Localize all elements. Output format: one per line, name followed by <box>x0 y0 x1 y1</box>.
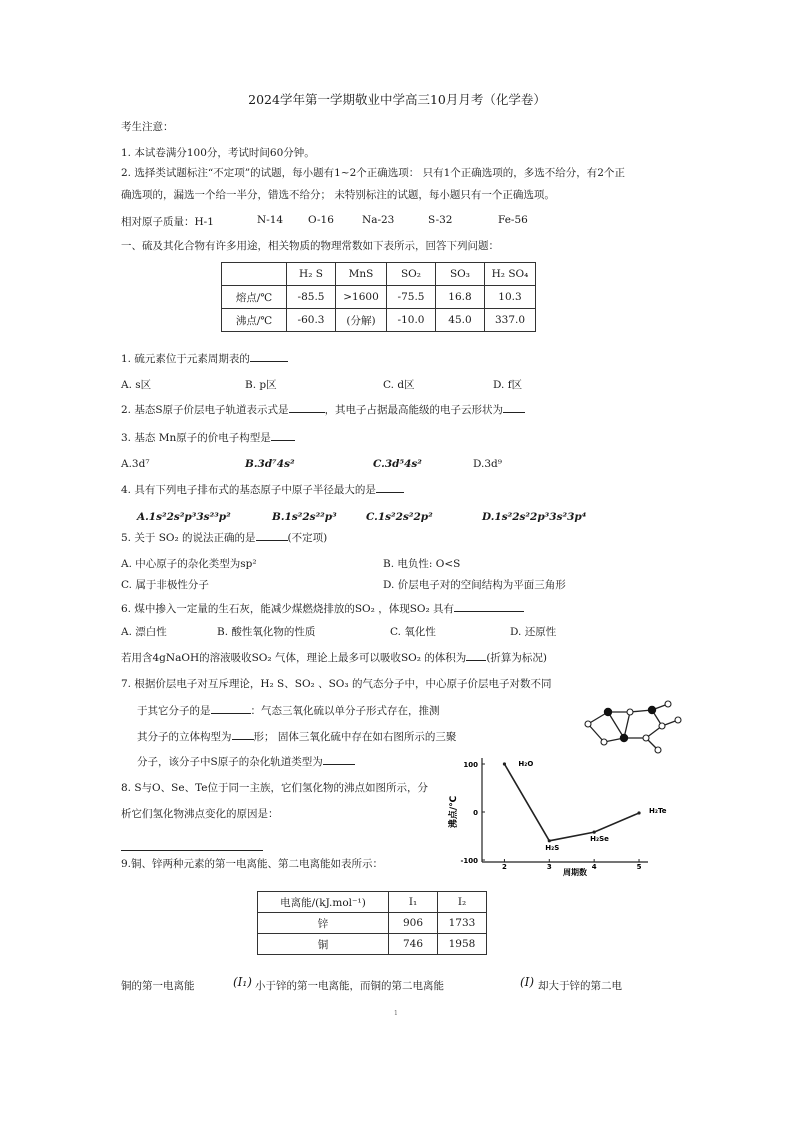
data-point <box>503 762 506 765</box>
q7-line2: 于其它分子的是 ：气态三氧化硫以单分子形式存在，推测 <box>137 705 440 717</box>
table-cell: -60.3 <box>287 309 336 332</box>
section1-heading: 一、硫及其化合物有许多用途，相关物质的物理常数如下表所示，回答下列问题： <box>121 240 499 252</box>
table-cell: 熔点/℃ <box>222 286 287 309</box>
q1-option-c: C. d区 <box>383 379 415 391</box>
table-row <box>258 913 487 934</box>
table-cell: SO₃ <box>436 263 485 286</box>
sulfur-atom <box>620 734 628 742</box>
boiling-point-chart <box>440 752 667 877</box>
notice-line2a: 2. 选择类试题标注“不定项”的试题，每小题有1~2个正确选项： 只有1个正确选项的，多选不给分，有2个正 <box>121 167 625 179</box>
q3-option-b: B.3d⁷4s² <box>245 458 295 470</box>
table-cell: MnS <box>336 263 387 286</box>
table-row <box>222 286 536 309</box>
table-cell: 746 <box>389 934 438 955</box>
atomic-mass-s: S-32 <box>428 214 453 226</box>
atomic-mass-n: N-14 <box>257 214 284 226</box>
table-cell: SO₂ <box>387 263 436 286</box>
data-point <box>637 811 640 814</box>
bottom-text-a: 铜的第一电离能 <box>121 980 195 992</box>
bottom-i1: (I₁) <box>233 975 252 989</box>
answer-blank[interactable] <box>232 729 254 740</box>
table-cell: -75.5 <box>387 286 436 309</box>
answer-blank[interactable] <box>323 754 355 765</box>
so3-trimer-figure <box>578 700 690 758</box>
q9-stem: 9.铜、锌两种元素的第一电离能、第二电离能如表所示： <box>121 858 384 870</box>
table-cell: H₂ SO₄ <box>485 263 536 286</box>
table-cell: I₂ <box>438 892 487 913</box>
table-cell: 45.0 <box>436 309 485 332</box>
q7-line3: 其分子的立体构型为 形； 固体三氧化硫中存在如右图所示的三聚 <box>137 731 457 743</box>
answer-blank[interactable] <box>271 430 295 441</box>
ionization-energy-table <box>257 891 487 955</box>
table-header-row <box>222 263 536 286</box>
table-cell: (分解) <box>336 309 387 332</box>
answer-blank[interactable] <box>121 840 263 851</box>
q6-option-c: C. 氧化性 <box>390 626 436 638</box>
q5-option-a: A. 中心原子的杂化类型为sp² <box>121 558 257 570</box>
oxygen-atom <box>627 709 633 715</box>
y-axis-label: 沸点/℃ <box>449 795 459 829</box>
q6-option-d: D. 还原性 <box>510 626 557 638</box>
table-cell: 337.0 <box>485 309 536 332</box>
data-point <box>548 839 551 842</box>
table-cell: 铜 <box>258 934 389 955</box>
series-line <box>504 764 639 844</box>
table-cell: 沸点/℃ <box>222 309 287 332</box>
q7-line4: 分子，该分子中S原子的杂化轨道类型为 <box>137 754 355 769</box>
table-cell: I₁ <box>389 892 438 913</box>
table-cell: H₂ S <box>287 263 336 286</box>
q3-option-a: A.3d⁷ <box>121 458 150 470</box>
q6-stem: 6. 煤中掺入一定量的生石灰，能减少煤燃烧排放的SO₂ ，体现SO₂ 具有 <box>121 601 524 616</box>
answer-blank[interactable] <box>250 351 288 362</box>
atomic-mass-fe: Fe-56 <box>498 214 528 226</box>
table-cell: -85.5 <box>287 286 336 309</box>
data-point-label: H₂Te <box>649 806 667 815</box>
q6-option-a: A. 漂白性 <box>121 626 167 638</box>
sulfur-atom <box>604 708 612 716</box>
table-cell: 10.3 <box>485 286 536 309</box>
bottom-text-b: 小于锌的第一电离能，而铜的第二电离能 <box>255 980 444 992</box>
answer-blank[interactable] <box>466 650 486 661</box>
table-cell <box>222 263 287 286</box>
notice-heading: 考生注意： <box>121 121 174 133</box>
q5-option-d: D. 价层电子对的空间结构为平面三角形 <box>383 579 566 591</box>
q1-option-a: A. s区 <box>121 379 152 391</box>
q4-stem: 4. 具有下列电子排布式的基态原子中原子半径最大的是 <box>121 482 404 497</box>
answer-blank[interactable] <box>256 530 288 541</box>
q8-line2: 析它们氢化物沸点变化的原因是： <box>121 808 279 820</box>
atomic-mass-o: O-16 <box>308 214 334 226</box>
bottom-i2: (I) <box>520 975 535 989</box>
q1-option-b: B. p区 <box>245 379 277 391</box>
q7-line1: 7. 根据价层电子对互斥理论，H₂ S、SO₂ 、SO₃ 的气态分子中，中心原子价层电子对数不同 <box>121 678 552 690</box>
q1-option-d: D. f区 <box>493 379 523 391</box>
q4-option-c: C.1s²2s²2p² <box>366 511 433 523</box>
table-cell: 锌 <box>258 913 389 934</box>
y-tick-label: 100 <box>463 761 478 769</box>
answer-blank[interactable] <box>376 482 404 493</box>
table-cell: 电离能/(kJ.mol⁻¹) <box>258 892 389 913</box>
properties-table <box>221 262 536 332</box>
q3-option-d: D.3d⁹ <box>473 458 502 470</box>
oxygen-atom <box>659 723 665 729</box>
table-cell: >1600 <box>336 286 387 309</box>
oxygen-atom <box>585 721 591 727</box>
data-point <box>593 831 596 834</box>
y-tick-label: 0 <box>473 809 478 817</box>
atomic-mass-na: Na-23 <box>362 214 395 226</box>
q5-option-c: C. 属于非极性分子 <box>121 579 209 591</box>
answer-blank[interactable] <box>454 601 524 612</box>
q5-stem: 5. 关于 SO₂ 的说法正确的是 (不定项) <box>121 532 328 544</box>
x-tick-label: 2 <box>501 863 507 871</box>
q3-stem: 3. 基态 Mn原子的价电子构型是 <box>121 430 295 445</box>
q5-option-b: B. 电负性: O<S <box>383 558 461 570</box>
oxygen-atom <box>643 735 649 741</box>
q2-stem: 2. 基态S原子价层电子轨道表示式是 ，其电子占据最高能级的电子云形状为 <box>121 402 525 417</box>
table-row <box>222 309 536 332</box>
x-axis-label: 周期数 <box>563 868 587 877</box>
data-point-label: H₂S <box>545 843 560 852</box>
q4-option-a: A.1s²2s²p³3s²³p² <box>137 511 231 523</box>
table-row <box>258 934 487 955</box>
oxygen-atom <box>601 739 607 745</box>
notice-line2b: 确选项的，漏选一个给一半分，错选不给分； 未特别标注的试题，每小题只有一个正确选项。 <box>121 189 555 201</box>
table-cell: 906 <box>389 913 438 934</box>
answer-blank[interactable] <box>211 703 251 714</box>
answer-blank[interactable] <box>289 402 325 413</box>
q4-option-b: B.1s²2s²²p³ <box>272 511 337 523</box>
q6-option-b: B. 酸性氧化物的性质 <box>217 626 316 638</box>
table-cell: 1733 <box>438 913 487 934</box>
data-point-label: H₂Se <box>590 835 609 844</box>
atomic-mass-label: 相对原子质量：H-1 <box>121 216 214 228</box>
sulfur-atom <box>648 706 656 714</box>
x-tick-label: 3 <box>546 863 552 871</box>
q4-option-d: D.1s²2s²2p³3s²3p⁴ <box>482 511 587 523</box>
notice-line1: 1. 本试卷满分100分，考试时间60分钟。 <box>121 147 315 159</box>
q1-stem: 1. 硫元素位于元素周期表的 <box>121 351 288 366</box>
data-point-label: H₂O <box>518 760 534 768</box>
table-cell: 16.8 <box>436 286 485 309</box>
x-tick-label: 4 <box>591 863 597 871</box>
answer-blank[interactable] <box>503 402 525 413</box>
table-header-row <box>258 892 487 913</box>
page-mark: 1 <box>394 1010 398 1017</box>
q3-option-c: C.3d⁵4s² <box>373 458 422 470</box>
table-cell: -10.0 <box>387 309 436 332</box>
oxygen-atom <box>655 747 661 753</box>
oxygen-atom <box>675 717 681 723</box>
bottom-text-c: 却大于锌的第二电 <box>538 980 622 992</box>
y-tick-label: -100 <box>460 857 478 865</box>
x-tick-label: 5 <box>636 863 642 871</box>
page-title: 2024学年第一学期敬业中学高三10月月考（化学卷） <box>248 92 546 107</box>
oxygen-atom <box>665 701 671 707</box>
table-cell: 1958 <box>438 934 487 955</box>
q6-extra: 若用含4gNaOH的溶液吸收SO₂ 气体，理论上最多可以吸收SO₂ 的体积为 (折算为标况) <box>121 652 548 664</box>
q8-line1: 8. S与O、Se、Te位于同一主族，它们氢化物的沸点如图所示，分 <box>121 782 428 794</box>
